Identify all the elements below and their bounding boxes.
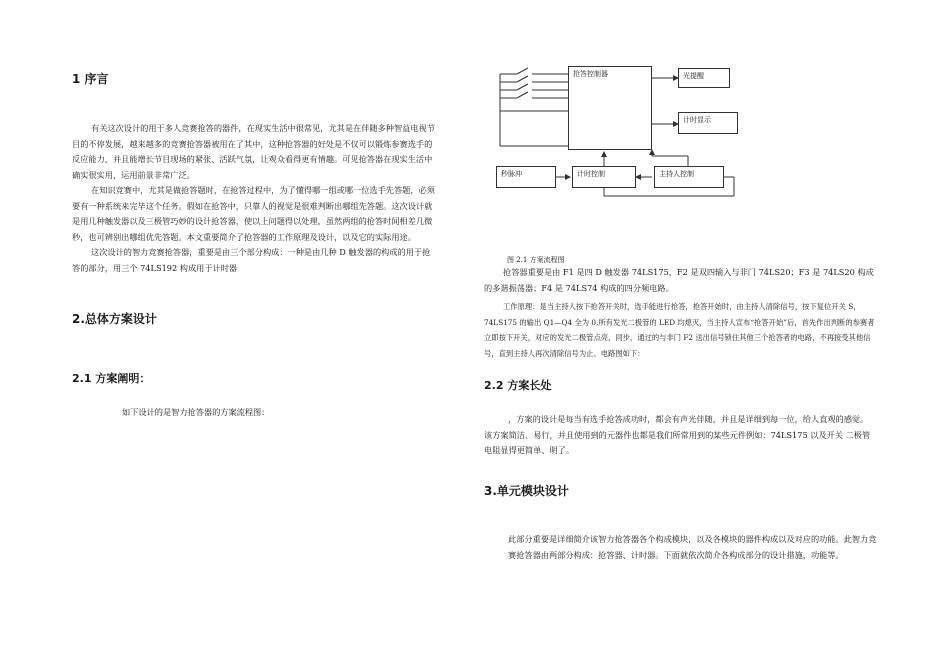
components-paragraph: 抢答器重要是由 F1 是四 D 触发器 74LS175，F2 是双四输入与非门 74LS20；F3 是 74LS20 构成的多谐振荡器；F4 是 74LS74 构成的四分频电路。 [484,267,874,293]
heading-2-2: 2.2 方案长处 [484,379,552,392]
unit-design-body [508,532,878,563]
box-answer-controller: 抢答控制器 [568,66,652,150]
scheme-flow-diagram [492,56,742,201]
box-host-control: 主持人控制 [654,166,724,188]
heading-overall-design: 2.总体方案设计 [72,312,157,326]
box-light-alarm: 光提醒 [678,68,730,88]
intro-paragraph-3: 这次设计的智力竞赛抢答器，重要是由三个部分构成：一种是由几种 D 触发器的构成的用于抢答的部分，用三个 74LS192 构成用于计时器 [72,247,431,273]
working-principle-paragraph: 工作原理：是当主持人按下抢答开关时，选手能进行抢答，抢答开始时，由主持人清除信号，按下复位开关 S，74LS175 的输出 Q1—Q4 全为 0,所有发光二极管的 LED 均熄灭，当主持人宣布“抢答开始”后，首先作出判断的参赛者立即按下开关，对应的发光二极管点亮，同步，通过的与非门 F2 送出信号锁住其他三个抢答者的电路，不再接受其他信号，直到主持人再次清除信号为止。电路图如下： [484,302,875,358]
components-section [484,265,876,361]
intro-paragraph-2: 在知识竞赛中，尤其是做抢答题时，在抢答过程中，为了懂得哪一组或哪一位选手先答题，必须要有一种系统来完毕这个任务。假如在抢答中，只靠人的视觉是很难判断出哪组先答题。这次设计就是用几种触发器以及三极管巧妙的设计抢答器，使以上问题得以处理，虽然两组的抢答时间相差几微秒，也可辨别出哪组优先答题。本文重要简介了抢答器的工作原理及设计，以及它的实际用途。 [72,185,435,242]
box-timer-control: 计时控制 [572,166,636,188]
box-second-pulse: 秒脉冲 [496,166,556,188]
paragraph-2-1: 如下设计的是智力抢答器的方案流程图： [122,407,270,417]
heading-intro: 1 序言 [72,72,109,86]
advantages-paragraph: ，方案的设计是每当有选手抢答成功时，都会有声光伴随，并且是详细到每一位，给人直观的感觉。该方案简洁、易行，并且使用到的元器件也都是我们所常用到的某些元件例如：74LS175 以及开关 二极管 电阻显得更简单、明了。 [484,414,871,455]
heading-unit-design: 3.单元模块设计 [484,484,569,498]
heading-2-1: 2.1 方案阐明： [72,372,151,385]
advantages-body [484,412,876,459]
intro-body [72,121,438,276]
diagram-caption: 图 2.1 方案流程图 [507,256,565,264]
unit-design-paragraph: 此部分重要是详细简介该智力抢答器各个构成模块，以及各模块的器件构成以及对应的功能。此智力竞赛抢答器由两部分构成：抢答器、计时器。下面就依次简介各构成部分的设计措施，功能等。 [508,534,877,560]
intro-paragraph-1: 有关这次设计的用于多人竞赛抢答的器件，在现实生活中很常见，尤其是在伴随多种智益电视节目的不停发展，越来越多的竞赛抢答器被用在了其中，这种抢答器的好处是不仅可以锻炼参赛选手的反应能力，并且能增长节目现场的紧张、活跃气氛，让观众看得更有情趣。可见抢答器在现实生活中确实很实用，运用前景非常广泛。 [72,123,435,180]
box-timer-display: 计时显示 [678,112,738,134]
